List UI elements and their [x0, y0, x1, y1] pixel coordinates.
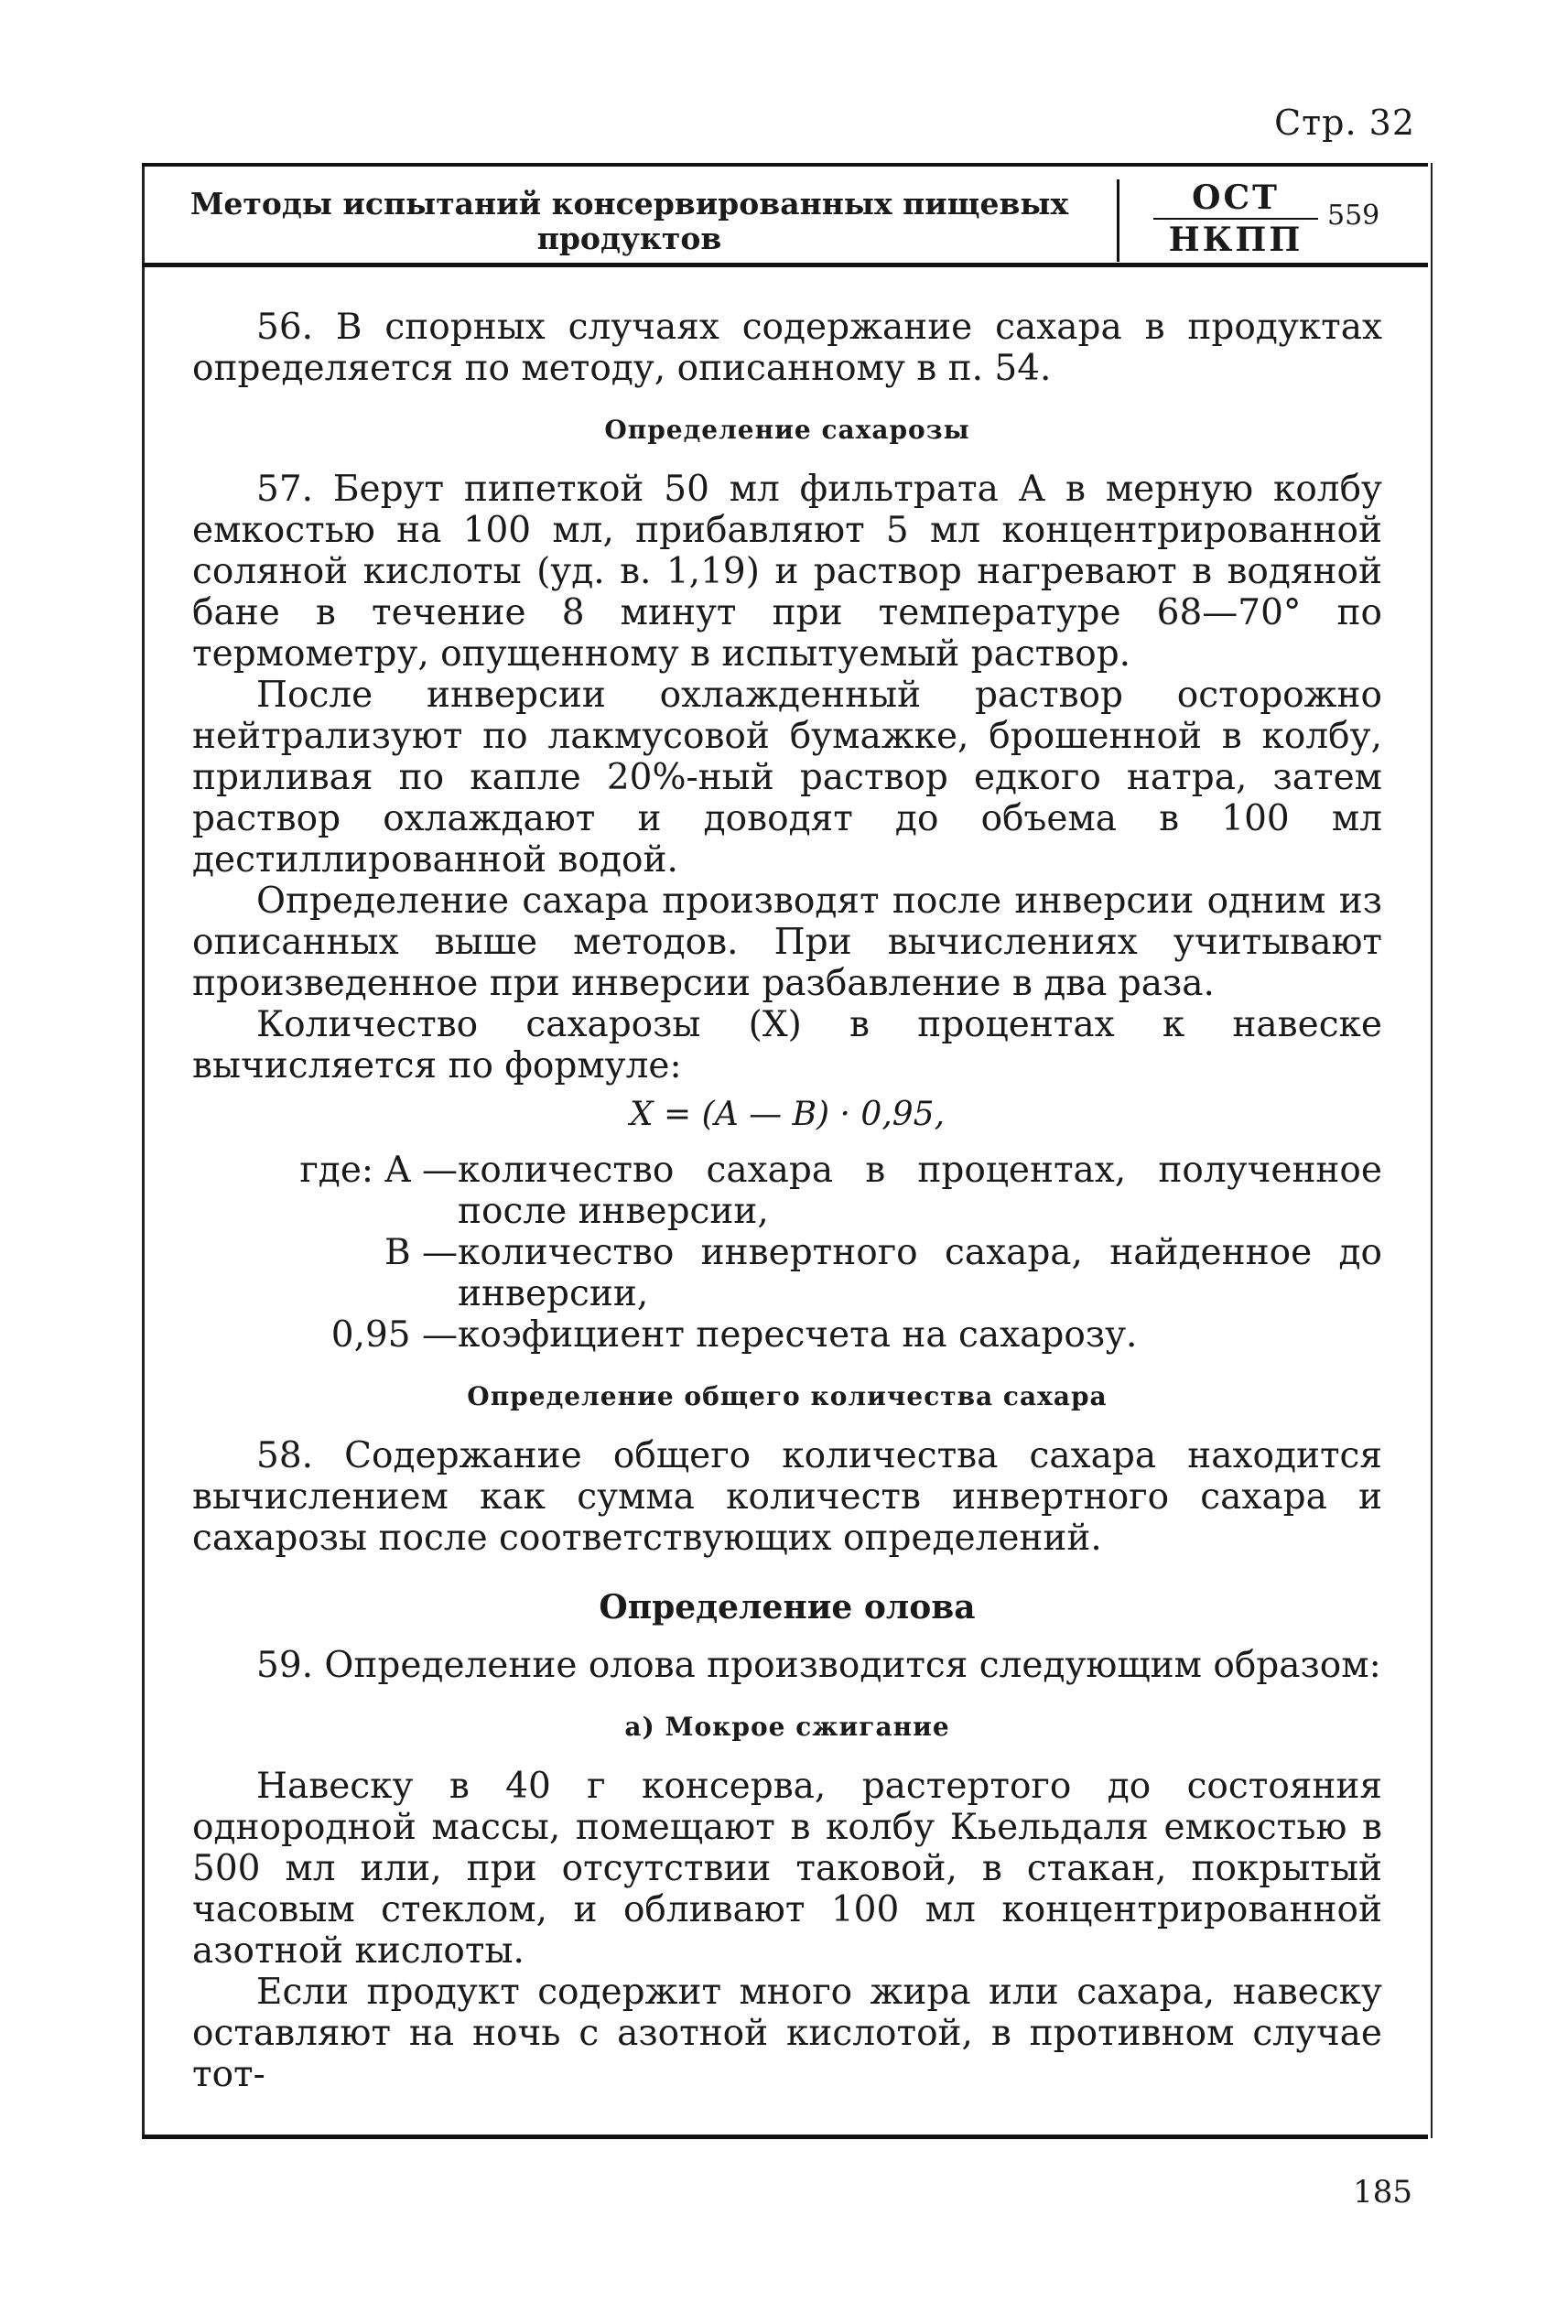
paragraph-59: 59. Определение олова производится следующим образом: — [256, 1645, 1381, 1686]
section-heading-total-sugar: Определение общего количества сахара — [467, 1381, 1108, 1411]
standard-code-bottom: НКПП — [1168, 221, 1303, 259]
section-heading-tin: Определение олова — [599, 1588, 976, 1627]
page-frame-bottom-rule — [142, 2135, 1428, 2139]
page-number-top: Стр. 32 — [1274, 103, 1415, 143]
standard-code-line — [1153, 218, 1318, 220]
definition-key: B — — [384, 1232, 458, 1273]
section-heading-sucrose: Определение сахарозы — [604, 415, 970, 445]
standard-code — [1144, 179, 1327, 258]
standard-code-top: ОСТ — [1192, 178, 1280, 217]
page-content — [192, 307, 1382, 2095]
definition-row — [192, 1314, 1382, 1356]
paragraph-57: 57. Берут пипеткой 50 мл фильтрата А в мерную колбу емкостью на 100 мл, прибавляют 5 мл концентрированной соляной кислоты (уд. в. 1,19) и раствор нагревают в водяной бане в течение 8 минут при температуре 68—70° по термометру, опущенному в испытуемый раствор. — [192, 469, 1382, 675]
standard-number: 559 — [1327, 200, 1380, 232]
formula: X = (A — B) · 0,95, — [629, 1096, 946, 1133]
paragraph-58: 58. Содержание общего количества сахара находится вычислением как сумма количеств инвертного сахара и сахарозы после соответствующих определений. — [192, 1435, 1382, 1559]
paragraph-59-sample: Навеску в 40 г консерва, растертого до состояния однородной массы, помещают в колбу Кьельдаля емкостью в 500 мл или, при отсутствии таковой, в стакан, покрытый часовым стеклом, и обливают 100 мл концентрированной азотной кислоты. — [192, 1766, 1382, 1972]
definition-text: количество сахара в процентах, полученное после инверсии, — [458, 1150, 1382, 1232]
definitions-list — [192, 1150, 1382, 1356]
definition-key: 0,95 — — [330, 1314, 458, 1356]
paragraph-57-determination: Определение сахара производят после инверсии одним из описанных выше методов. При вычислениях учитывают произведенное при инверсии разбавление в два раза. — [192, 881, 1382, 1004]
paragraph-59-fat: Если продукт содержит много жира или сахара, навеску оставляют на ночь с азотной кислотой, в противном случае тот- — [192, 1972, 1382, 2095]
paragraph-57-inversion: После инверсии охлажденный раствор осторожно нейтрализуют по лакмусовой бумажке, брошенной в колбу, приливая по капле 20%-ный раствор едкого натра, затем раствор охлаждают и доводят до объема в 100 мл дестиллированной водой. — [192, 675, 1382, 881]
definition-text: коэфициент пересчета на сахарозу. — [458, 1314, 1138, 1356]
header-divider — [1117, 179, 1119, 262]
definition-text: количество инвертного сахара, найденное до инверсии, — [458, 1232, 1382, 1314]
page-number-bottom: 185 — [1353, 2174, 1412, 2211]
paragraph-56: 56. В спорных случаях содержание сахара в продуктах определяется по методу, описанному в п. 54. — [192, 307, 1382, 389]
subsection-heading-wet-ashing: а) Мокрое сжигание — [624, 1712, 950, 1742]
definition-key: где: A — — [299, 1150, 458, 1191]
paragraph-57-formula-intro: Количество сахарозы (X) в процентах к навеске вычисляется по формуле: — [192, 1004, 1382, 1086]
document-header — [142, 163, 1428, 267]
definition-row — [192, 1232, 1382, 1314]
header-title: Методы испытаний консервированных пищевых продуктов — [189, 186, 1069, 256]
definition-row — [192, 1150, 1382, 1232]
